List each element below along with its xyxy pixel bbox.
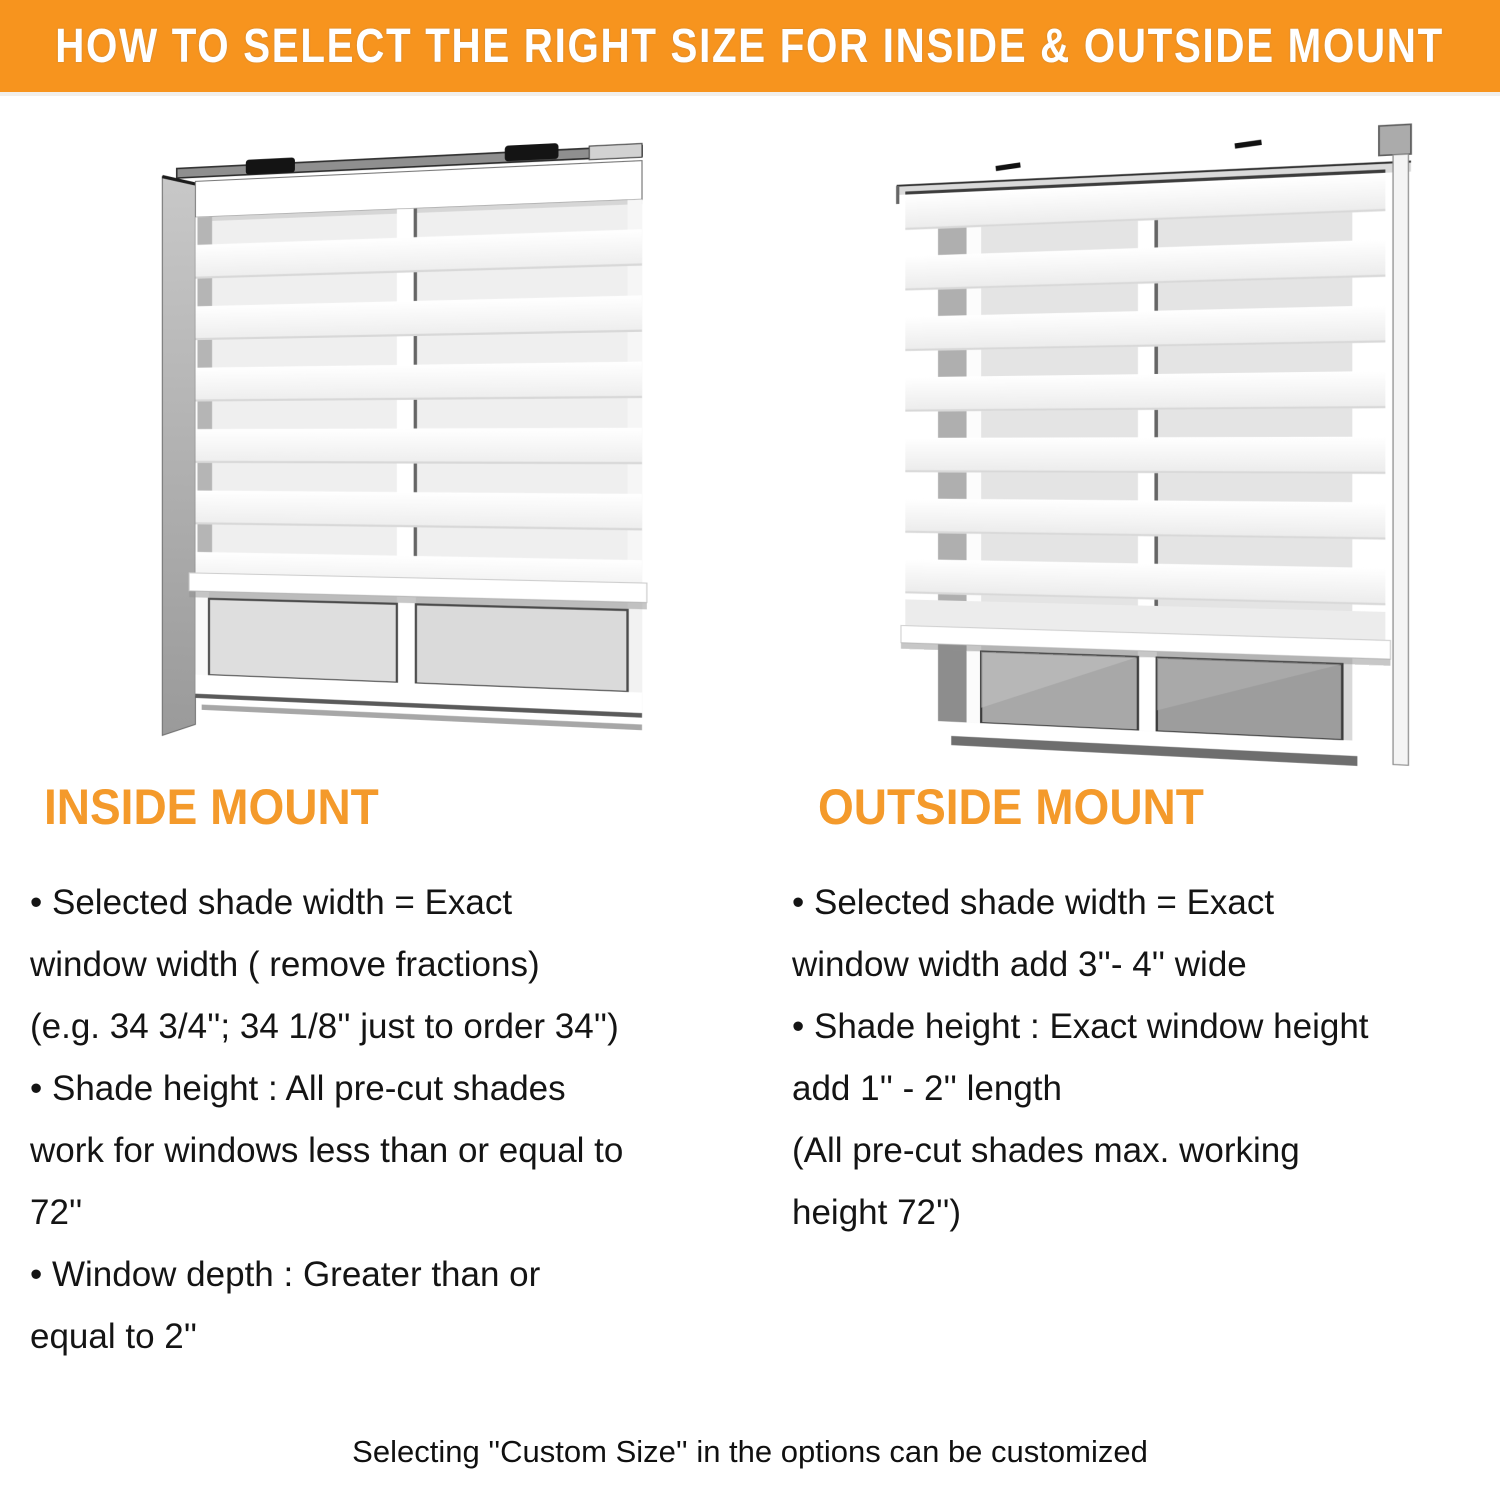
text-line: add 1'' - 2'' length <box>792 1069 1062 1108</box>
title-banner <box>0 0 1500 96</box>
page-title: HOW TO SELECT THE RIGHT SIZE FOR INSIDE & OUTSIDE MOUNT <box>55 19 1445 73</box>
outside-mount-illustration-graphic <box>888 109 1445 795</box>
text-line: window width ( remove fractions) <box>30 945 540 984</box>
window-left-jamb <box>162 175 197 737</box>
outside-mount-heading: OUTSIDE MOUNT <box>818 779 1204 835</box>
text-line: work for windows less than or equal to <box>30 1131 624 1170</box>
text-line: (e.g. 34 3/4''; 34 1/8'' just to order 34'') <box>30 1007 619 1046</box>
text-line: (All pre-cut shades max. working <box>792 1131 1300 1170</box>
inside-mount-instructions <box>30 872 745 1368</box>
zebra-stripes <box>905 174 1385 612</box>
mount-bracket <box>1379 124 1411 155</box>
zebra-stripes <box>195 199 642 585</box>
inside-mount-illustration <box>150 152 642 740</box>
text-line: • Shade height : Exact window height <box>792 1007 1369 1046</box>
outside-mount-instructions <box>792 872 1492 1244</box>
inside-mount-heading: INSIDE MOUNT <box>44 779 379 835</box>
text-line: • Shade height : All pre-cut shades <box>30 1069 566 1108</box>
text-line: height 72'') <box>792 1193 962 1232</box>
text-line: window width add 3''- 4'' wide <box>792 945 1247 984</box>
text-line: equal to 2'' <box>30 1317 198 1356</box>
inside-mount-illustration-graphic <box>150 125 676 768</box>
text-line: 72'' <box>30 1193 83 1232</box>
text-line: • Selected shade width = Exact <box>30 883 513 922</box>
custom-size-note: Selecting ''Custom Size'' in the options can be customized <box>352 1434 1148 1469</box>
text-line: • Selected shade width = Exact <box>792 883 1275 922</box>
text-line: • Window depth : Greater than or <box>30 1255 541 1294</box>
outside-mount-illustration <box>888 140 1406 764</box>
side-channel <box>1393 154 1408 765</box>
